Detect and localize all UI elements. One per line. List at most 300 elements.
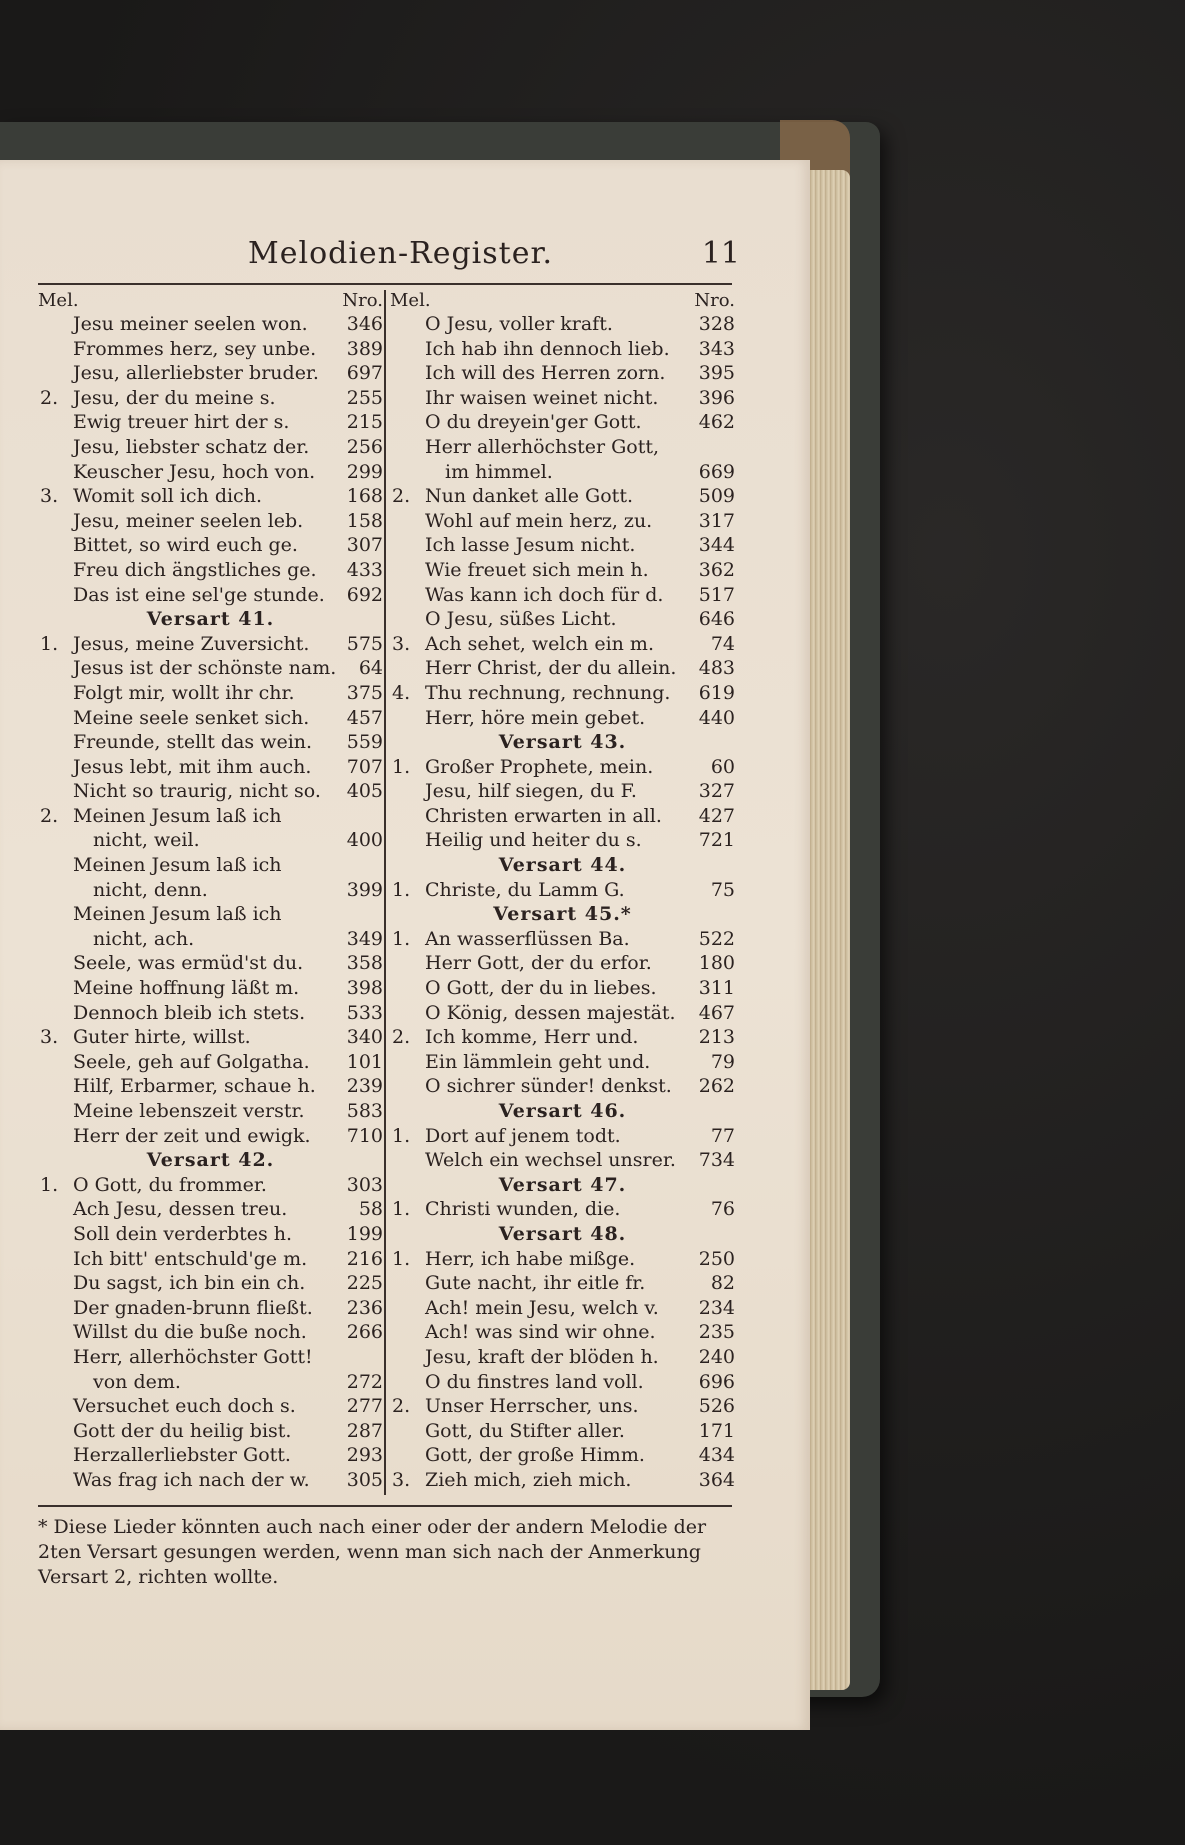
entry-title: im himmel. (445, 460, 553, 483)
entry-nro: 235 (698, 1321, 735, 1344)
register-entry (38, 337, 383, 362)
nro-heading: Nro. (694, 290, 735, 311)
nro-heading: Nro. (342, 290, 383, 311)
register-entry (390, 435, 735, 460)
register-entry (38, 1443, 383, 1468)
entry-title: Versart 47. (498, 1173, 627, 1196)
entry-nro: 583 (346, 1100, 383, 1122)
entry-nro: 58 (358, 1198, 383, 1221)
register-entry (38, 1222, 383, 1247)
entry-title: O König, dessen majestät. (425, 1001, 676, 1024)
entry-nro: 158 (346, 509, 383, 532)
entry-nro: 389 (346, 337, 383, 360)
entry-title: Womit soll ich dich. (73, 485, 262, 508)
register-entry (390, 1394, 735, 1419)
entry-nro: 272 (346, 1370, 383, 1393)
entry-title: Gott, du Stifter aller. (425, 1419, 625, 1442)
entry-title: Bittet, so wird euch ge. (73, 534, 298, 557)
entry-nro: 225 (346, 1272, 383, 1295)
entry-number: 1. (392, 755, 411, 778)
entry-number: 2. (392, 485, 411, 508)
register-entry (390, 460, 735, 485)
entry-title: Gott, der große Himm. (425, 1444, 645, 1467)
entry-title: Nun danket alle Gott. (425, 485, 633, 508)
register-entry (390, 1345, 735, 1370)
section-heading (390, 902, 735, 927)
entry-nro: 305 (346, 1468, 383, 1491)
entry-title: O sichrer sünder! denkst. (425, 1075, 672, 1098)
entry-title: Wie freuet sich mein h. (425, 558, 649, 581)
entry-nro: 349 (346, 927, 383, 950)
register-entry (38, 853, 383, 878)
entry-nro: 396 (698, 386, 735, 409)
register-entry (38, 484, 383, 509)
entry-nro: 240 (698, 1345, 735, 1368)
entry-title: Jesu, der du meine s. (73, 386, 276, 409)
register-entry (390, 706, 735, 731)
entry-nro: 358 (346, 952, 383, 975)
entry-number: 2. (40, 804, 59, 827)
page-header (248, 236, 740, 276)
register-entry (38, 632, 383, 657)
register-entry (38, 755, 383, 780)
entry-title: Jesu, liebster schatz der. (73, 435, 310, 458)
entry-title: Großer Prophete, mein. (425, 755, 654, 778)
entry-title: Frommes herz, sey unbe. (73, 337, 317, 360)
register-entry (38, 927, 383, 952)
page-title: Melodien-Register. (248, 236, 554, 271)
entry-nro: 77 (710, 1124, 735, 1147)
entry-title: Meinen Jesum laß ich (73, 804, 282, 827)
register-entry (390, 1419, 735, 1444)
entry-nro: 509 (698, 485, 735, 508)
entry-nro: 303 (346, 1173, 383, 1196)
register-entry (390, 1247, 735, 1272)
entry-title: Nicht so traurig, nicht so. (73, 780, 321, 803)
register-entry (38, 1050, 383, 1075)
entry-nro: 710 (346, 1124, 383, 1147)
entry-nro: 262 (698, 1075, 735, 1098)
entry-title: nicht, weil. (93, 829, 200, 852)
register-entry (390, 1370, 735, 1395)
entry-title: Wohl auf mein herz, zu. (425, 509, 653, 532)
page-edges (806, 170, 850, 1690)
entry-number: 1. (392, 927, 411, 950)
register-entry (38, 828, 383, 853)
entry-nro: 255 (346, 386, 383, 409)
register-entry (38, 706, 383, 731)
register-entry (390, 755, 735, 780)
entry-title: Ich hab ihn dennoch lieb. (425, 337, 670, 360)
entry-title: Was frag ich nach der w. (73, 1468, 310, 1491)
register-entry (390, 1025, 735, 1050)
entry-nro: 533 (346, 1001, 383, 1024)
entry-nro: 101 (346, 1050, 383, 1073)
entry-title: Guter hirte, willst. (73, 1026, 251, 1049)
entry-nro: 250 (698, 1247, 735, 1270)
entry-nro: 199 (346, 1222, 383, 1245)
entry-title: Ach sehet, welch ein m. (425, 632, 654, 655)
entry-title: Versart 44. (498, 854, 627, 877)
entry-title: Heilig und heiter du s. (425, 829, 642, 852)
register-entry (38, 1247, 383, 1272)
register-entry (390, 804, 735, 829)
entry-nro: 60 (710, 755, 735, 778)
register-entry (38, 558, 383, 583)
entry-nro: 287 (346, 1419, 383, 1442)
entry-title: Dort auf jenem todt. (425, 1124, 621, 1147)
entry-title: Jesu, kraft der blöden h. (425, 1345, 659, 1368)
entry-nro: 64 (358, 657, 383, 680)
entry-nro: 79 (710, 1050, 735, 1073)
register-entry (390, 312, 735, 337)
entry-number: 1. (392, 1198, 411, 1221)
entry-title: Christe, du Lamm G. (425, 878, 625, 901)
register-entry (390, 632, 735, 657)
entry-title: nicht, denn. (93, 878, 208, 901)
entry-title: Meine lebenszeit verstr. (73, 1100, 305, 1122)
register-entry (38, 1370, 383, 1395)
entry-nro: 82 (710, 1272, 735, 1295)
register-entry (38, 1271, 383, 1296)
register-entry (390, 484, 735, 509)
entry-number: 3. (392, 632, 411, 655)
entry-title: Thu rechnung, rechnung. (425, 681, 671, 704)
entry-title: Jesu meiner seelen won. (73, 313, 308, 335)
entry-nro: 483 (698, 657, 735, 680)
section-heading (38, 607, 383, 632)
entry-number: 1. (40, 1173, 59, 1196)
register-entry (390, 410, 735, 435)
register-entry (390, 927, 735, 952)
entry-nro: 398 (346, 977, 383, 1000)
entry-title: Herzallerliebster Gott. (73, 1444, 291, 1467)
entry-nro: 400 (346, 829, 383, 852)
register-entry (38, 533, 383, 558)
entry-title: Du sagst, ich bin ein ch. (73, 1272, 306, 1295)
column-head (38, 290, 383, 312)
register-entry (390, 656, 735, 681)
entry-title: Ich komme, Herr und. (425, 1026, 639, 1049)
entry-title: nicht, ach. (93, 927, 195, 950)
register-entry (38, 1025, 383, 1050)
entry-nro: 239 (346, 1075, 383, 1098)
entry-nro: 375 (346, 681, 383, 704)
register-entry (38, 804, 383, 829)
entry-title: Jesus ist der schönste nam. (73, 657, 337, 680)
entry-nro: 344 (698, 534, 735, 557)
register-entry (38, 1394, 383, 1419)
entry-title: Zieh mich, zieh mich. (425, 1468, 632, 1491)
entry-title: Gott der du heilig bist. (73, 1419, 292, 1442)
register-entry (390, 779, 735, 804)
entry-nro: 266 (346, 1321, 383, 1344)
footnote: * Diese Lieder könnten auch nach einer oder der andern Melodie der 2ten Versart gesungen werden, wenn man sich nach der Anmerkung Versart 2, richten wollte. (38, 1516, 707, 1588)
entry-title: Dennoch bleib ich stets. (73, 1001, 306, 1024)
section-heading (390, 853, 735, 878)
entry-nro: 256 (346, 435, 383, 458)
register-entry (390, 878, 735, 903)
register-entry (390, 361, 735, 386)
entry-title: Was kann ich doch für d. (425, 583, 664, 606)
section-heading (390, 730, 735, 755)
column-head (390, 290, 735, 312)
entry-title: Ihr waisen weinet nicht. (425, 386, 659, 409)
entry-nro: 236 (346, 1296, 383, 1319)
right-column (390, 290, 735, 1493)
entry-number: 1. (392, 1124, 411, 1147)
entry-title: Soll dein verderbtes h. (73, 1222, 293, 1245)
entry-title: Jesus lebt, mit ihm auch. (73, 755, 312, 778)
entry-nro: 277 (346, 1395, 383, 1418)
register-entry (390, 976, 735, 1001)
register-entry (38, 951, 383, 976)
entry-nro: 399 (346, 878, 383, 901)
entry-number: 1. (40, 632, 59, 655)
entry-nro: 646 (698, 608, 735, 631)
entry-title: Herr allerhöchster Gott, (425, 435, 660, 458)
entry-title: Versart 43. (498, 731, 627, 754)
register-entry (38, 410, 383, 435)
register-entry (390, 1001, 735, 1026)
entry-number: 1. (392, 878, 411, 901)
register-entry (390, 386, 735, 411)
register-entry (38, 1001, 383, 1026)
entry-nro: 405 (346, 780, 383, 803)
entry-nro: 669 (698, 460, 735, 483)
register-entry (390, 1320, 735, 1345)
register-entry (390, 337, 735, 362)
register-entry (390, 1124, 735, 1149)
register-entry (38, 902, 383, 927)
entry-title: Herr Gott, der du erfor. (425, 952, 652, 975)
entry-title: Meine hoffnung läßt m. (73, 977, 300, 1000)
entry-nro: 293 (346, 1444, 383, 1467)
entry-nro: 362 (698, 558, 735, 581)
register-entry (38, 312, 383, 337)
entry-nro: 234 (698, 1296, 735, 1319)
entry-title: Ich lasse Jesum nicht. (425, 534, 636, 557)
entry-title: Der gnaden-brunn fließt. (73, 1296, 313, 1319)
register-entry (38, 1468, 383, 1493)
register-entry (390, 681, 735, 706)
entry-nro: 215 (346, 411, 383, 434)
entry-number: 4. (392, 681, 411, 704)
register-entry (390, 951, 735, 976)
register-entry (38, 1099, 383, 1124)
entry-nro: 74 (710, 632, 735, 655)
entry-title: Welch ein wechsel unsrer. (425, 1149, 676, 1172)
entry-nro: 76 (710, 1198, 735, 1221)
entry-title: O Jesu, voller kraft. (425, 313, 613, 335)
entry-nro: 696 (698, 1370, 735, 1393)
entry-nro: 180 (698, 952, 735, 975)
entry-title: Folgt mir, wollt ihr chr. (73, 681, 295, 704)
register-entry (38, 1296, 383, 1321)
entry-title: Ich will des Herren zorn. (425, 362, 666, 385)
entry-title: Das ist eine sel'ge stunde. (73, 583, 325, 606)
entry-number: 3. (40, 485, 59, 508)
entry-title: Ich bitt' entschuld'ge m. (73, 1247, 308, 1270)
entry-title: Seele, was ermüd'st du. (73, 952, 304, 975)
entry-title: Versart 45.* (493, 903, 632, 926)
register-entry (38, 1197, 383, 1222)
register-entry (390, 583, 735, 608)
entry-title: Versart 42. (146, 1149, 275, 1172)
register-entry (390, 1296, 735, 1321)
entry-title: Herr der zeit und ewigk. (73, 1124, 311, 1147)
register-entry (38, 460, 383, 485)
entry-nro: 213 (698, 1026, 735, 1049)
entry-title: Versart 41. (146, 608, 275, 631)
entry-number: 2. (392, 1395, 411, 1418)
entry-title: Versuchet euch doch s. (73, 1395, 296, 1418)
entry-nro: 721 (698, 829, 735, 852)
header-rule (38, 283, 732, 285)
entry-title: Christen erwarten in all. (425, 804, 662, 827)
entry-number: 3. (40, 1026, 59, 1049)
register-entry (38, 583, 383, 608)
entry-title: Jesus, meine Zuversicht. (73, 632, 310, 655)
entry-nro: 697 (346, 362, 383, 385)
entry-nro: 526 (698, 1395, 735, 1418)
register-entry (38, 878, 383, 903)
entry-nro: 440 (698, 706, 735, 729)
entry-number: 3. (392, 1468, 411, 1491)
entry-title: von dem. (93, 1370, 181, 1393)
entry-title: Keuscher Jesu, hoch von. (73, 460, 316, 483)
entry-number: 2. (392, 1026, 411, 1049)
entry-title: Jesu, hilf siegen, du F. (425, 780, 637, 803)
register-entry (38, 435, 383, 460)
register-entry (38, 361, 383, 386)
entry-title: Christi wunden, die. (425, 1198, 621, 1221)
entry-nro: 343 (698, 337, 735, 360)
entry-title: Ach Jesu, dessen treu. (73, 1198, 288, 1221)
register-entry (390, 828, 735, 853)
register-entry (38, 509, 383, 534)
entry-nro: 75 (710, 878, 735, 901)
entry-nro: 299 (346, 460, 383, 483)
entry-nro: 575 (346, 632, 383, 655)
register-entry (390, 1148, 735, 1173)
register-entry (390, 1074, 735, 1099)
entry-title: Hilf, Erbarmer, schaue h. (73, 1075, 316, 1098)
register-entry (38, 779, 383, 804)
section-heading (38, 1148, 383, 1173)
entry-nro: 522 (698, 927, 735, 950)
entry-title: Versart 46. (498, 1100, 627, 1122)
entry-title: Ewig treuer hirt der s. (73, 411, 290, 434)
entry-nro: 328 (698, 313, 735, 335)
entry-nro: 340 (346, 1026, 383, 1049)
register-entry (390, 1443, 735, 1468)
entry-title: O Jesu, süßes Licht. (425, 608, 617, 631)
entry-nro: 171 (698, 1419, 735, 1442)
entry-nro: 707 (346, 755, 383, 778)
entry-title: Freu dich ängstliches ge. (73, 558, 317, 581)
section-heading (390, 1222, 735, 1247)
entry-nro: 692 (346, 583, 383, 606)
entry-nro: 559 (346, 731, 383, 754)
entry-title: Versart 48. (498, 1222, 627, 1245)
register-entry (390, 558, 735, 583)
register-entry (390, 1197, 735, 1222)
entry-nro: 317 (698, 509, 735, 532)
entry-title: Ein lämmlein geht und. (425, 1050, 651, 1073)
register-entry (38, 730, 383, 755)
entry-nro: 517 (698, 583, 735, 606)
section-heading (390, 1099, 735, 1124)
entry-title: Jesu, allerliebster bruder. (73, 362, 319, 385)
register-entry (390, 533, 735, 558)
entry-number: 2. (40, 386, 59, 409)
entry-title: An wasserflüssen Ba. (425, 927, 630, 950)
entry-nro: 364 (698, 1468, 735, 1491)
register-entry (38, 976, 383, 1001)
entry-nro: 619 (698, 681, 735, 704)
entry-title: Meinen Jesum laß ich (73, 903, 282, 926)
entry-title: Freunde, stellt das wein. (73, 731, 313, 754)
column-divider (384, 290, 386, 1495)
section-heading (390, 1173, 735, 1198)
entry-nro: 346 (346, 313, 383, 335)
register-entry (390, 607, 735, 632)
entry-title: O du finstres land voll. (425, 1370, 644, 1393)
register-entry (390, 1468, 735, 1493)
entry-title: Meine seele senket sich. (73, 706, 310, 729)
entry-number: 1. (392, 1247, 411, 1270)
entry-nro: 216 (346, 1247, 383, 1270)
entry-nro: 734 (698, 1149, 735, 1172)
entry-nro: 307 (346, 534, 383, 557)
register-entry (38, 1419, 383, 1444)
entry-title: Ach! mein Jesu, welch v. (425, 1296, 659, 1319)
footer-rule (38, 1505, 732, 1507)
register-entry (38, 656, 383, 681)
entry-title: O Gott, der du in liebes. (425, 977, 657, 1000)
register-entry (390, 509, 735, 534)
register-entry (390, 1050, 735, 1075)
register-entry (390, 1271, 735, 1296)
entry-title: Meinen Jesum laß ich (73, 854, 282, 877)
entry-title: Herr, ich habe mißge. (425, 1247, 636, 1270)
entry-nro: 427 (698, 804, 735, 827)
register-entry (38, 1124, 383, 1149)
register-entry (38, 681, 383, 706)
entry-nro: 462 (698, 411, 735, 434)
left-column (38, 290, 383, 1493)
register-entry (38, 1173, 383, 1198)
mel-heading: Mel. (390, 290, 431, 311)
entry-title: Jesu, meiner seelen leb. (73, 509, 304, 532)
entry-nro: 327 (698, 780, 735, 803)
entry-nro: 434 (698, 1444, 735, 1467)
entry-nro: 433 (346, 558, 383, 581)
entry-title: Herr Christ, der du allein. (425, 657, 677, 680)
entry-title: Unser Herrscher, uns. (425, 1395, 639, 1418)
entry-title: Herr, allerhöchster Gott! (73, 1345, 313, 1368)
entry-title: Ach! was sind wir ohne. (425, 1321, 656, 1344)
register-entry (38, 1320, 383, 1345)
register-entry (38, 1345, 383, 1370)
entry-title: O Gott, du frommer. (73, 1173, 267, 1196)
entry-nro: 311 (698, 977, 735, 1000)
entry-nro: 467 (698, 1001, 735, 1024)
entry-title: Willst du die buße noch. (73, 1321, 307, 1344)
entry-nro: 457 (346, 706, 383, 729)
entry-title: Gute nacht, ihr eitle fr. (425, 1272, 646, 1295)
